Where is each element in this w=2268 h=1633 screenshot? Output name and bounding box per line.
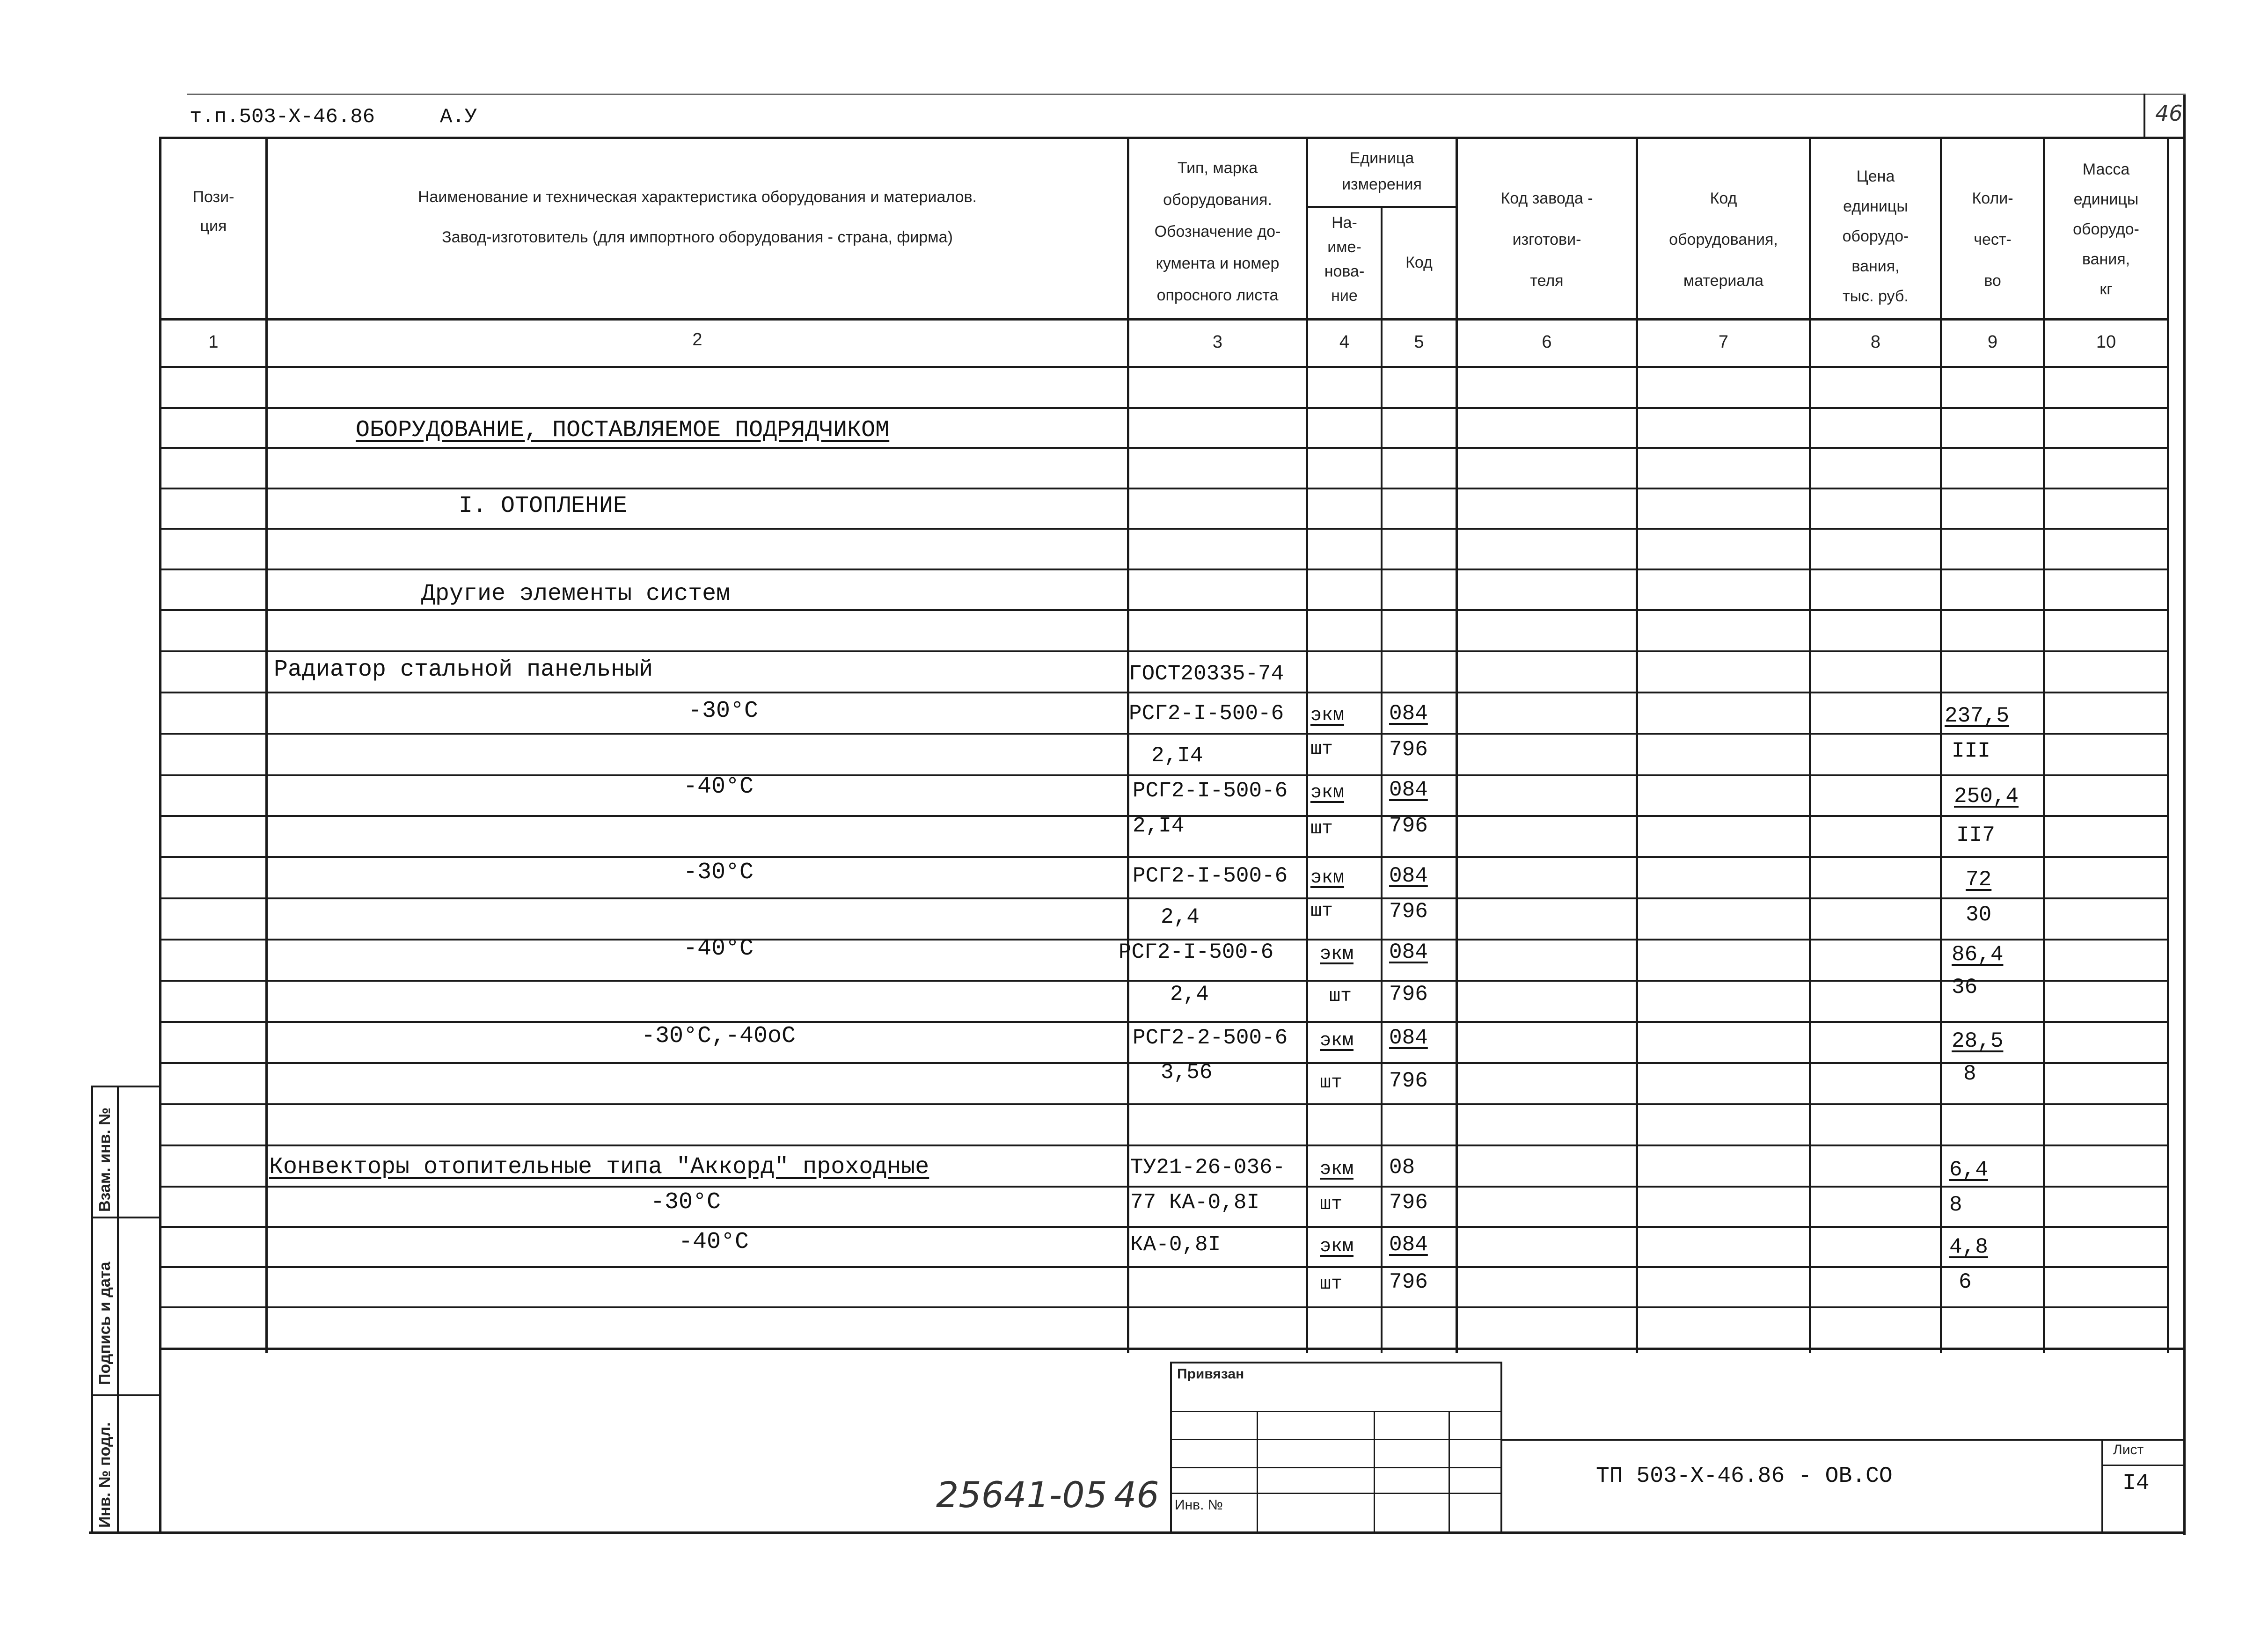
row-type: 3,56 <box>1161 1060 1213 1085</box>
sheet-label: Лист <box>2113 1442 2144 1458</box>
row-code: 084 <box>1389 864 1428 888</box>
row-qty: II7 <box>1956 823 1995 847</box>
section-title-other-elements: Другие элементы систем <box>421 581 731 607</box>
row-unit: экм <box>1310 782 1345 803</box>
row-unit: экм <box>1320 1159 1354 1180</box>
row-code: 796 <box>1389 1069 1428 1093</box>
row-line <box>159 692 2167 693</box>
row-type: РСГ2-I-500-6 <box>1133 864 1288 888</box>
top-thin-line <box>187 94 2186 95</box>
row-name: Конвекторы отопительные типа "Аккорд" проходные <box>269 1154 929 1181</box>
row-unit: экм <box>1310 868 1345 889</box>
row-code: 796 <box>1389 737 1428 762</box>
row-qty: 8 <box>1949 1193 1962 1217</box>
approved-box-left <box>1170 1362 1172 1534</box>
row-qty: 30 <box>1966 903 1992 927</box>
sheet-no-box-left <box>2101 1439 2103 1534</box>
header-price: Цена единицы оборудо- вания, тыс. руб. <box>1842 168 1909 305</box>
row-qty: 72 <box>1966 868 1992 892</box>
approved-col-line <box>1449 1411 1450 1534</box>
row-line <box>159 1226 2167 1228</box>
side-strip-top <box>91 1086 161 1087</box>
colnum-7: 7 <box>1718 332 1729 352</box>
row-line <box>159 609 2167 611</box>
side-label-signature-date: Подпись и дата <box>96 1261 114 1385</box>
row-unit: экм <box>1320 1030 1354 1051</box>
header-mass: Масса единицы оборудо- вания, кг <box>2073 160 2139 298</box>
row-name: -40°С <box>683 935 754 962</box>
frame-bottom-line <box>89 1531 2186 1534</box>
row-code: 796 <box>1389 1270 1428 1294</box>
header-equipment-code: Код оборудования, материала <box>1669 190 1778 290</box>
unit-subheader-line <box>1306 206 1456 208</box>
colnum-bottom-line <box>159 366 2167 368</box>
row-line <box>159 1186 2167 1188</box>
row-line <box>159 528 2167 530</box>
row-code: 796 <box>1389 899 1428 924</box>
row-unit: экм <box>1320 944 1354 965</box>
row-code: 084 <box>1389 778 1428 802</box>
colnum-3: 3 <box>1212 332 1223 352</box>
side-label-original-inventory: Инв. № подл. <box>96 1422 114 1528</box>
row-unit: шт <box>1320 1274 1343 1295</box>
section-title-heating: I. ОТОПЛЕНИЕ <box>459 493 628 519</box>
row-type: КА-0,8I <box>1130 1232 1221 1257</box>
title-block-code: ТП 503-Х-46.86 - ОВ.СО <box>1596 1464 1893 1489</box>
row-line <box>159 1266 2167 1268</box>
row-name: -30°С <box>651 1189 721 1216</box>
col-line-4 <box>1381 206 1383 1353</box>
row-line <box>159 1145 2167 1146</box>
header-position: Пози- ция <box>192 188 234 235</box>
row-code: 084 <box>1389 940 1428 964</box>
row-type: 2,I4 <box>1151 744 1203 768</box>
row-name: -40°С <box>679 1229 749 1255</box>
row-line <box>159 1103 2167 1105</box>
title-block-top <box>1500 1439 2186 1441</box>
row-qty: 28,5 <box>1952 1029 2004 1053</box>
row-line <box>159 733 2167 735</box>
row-unit: шт <box>1320 1072 1343 1094</box>
header-quantity: Коли- чест- во <box>1972 190 2013 290</box>
header-type: Тип, марка оборудования. Обозначение до- кумента и номер опросного листа <box>1154 159 1281 304</box>
row-type: РСГ2-I-500-6 <box>1119 940 1274 964</box>
row-type: 2,4 <box>1170 982 1209 1006</box>
sheet-no-box-mid <box>2101 1465 2186 1466</box>
row-code: 08 <box>1389 1155 1415 1180</box>
row-name: Радиатор стальной панельный <box>274 656 653 683</box>
inventory-number-label: Инв. № <box>1175 1497 1223 1513</box>
colnum-5: 5 <box>1414 332 1424 352</box>
header-unit-code: Код <box>1405 254 1433 271</box>
row-unit: экм <box>1310 705 1345 726</box>
row-name: -30°С <box>683 859 754 886</box>
header-name-line2: Завод-изготовитель (для импортного оборудования - страна, фирма) <box>442 228 953 246</box>
approved-box-top <box>1170 1362 1502 1363</box>
approved-row-line <box>1170 1439 1502 1440</box>
row-line <box>159 856 2167 858</box>
corner-number: 46 <box>2155 101 2183 126</box>
row-qty: 6 <box>1959 1270 1972 1294</box>
row-unit: шт <box>1310 901 1333 922</box>
row-qty: 6,4 <box>1949 1158 1988 1182</box>
header-name-line1: Наименование и техническая характеристика оборудования и материалов. <box>417 188 977 206</box>
side-strip-sep2 <box>91 1394 161 1396</box>
table-bottom-line <box>159 1348 2186 1350</box>
row-line <box>159 774 2167 776</box>
row-line <box>159 447 2167 449</box>
row-type: РСГ2-2-500-6 <box>1133 1026 1288 1050</box>
row-qty: 36 <box>1952 975 1978 999</box>
header-unit-name: На- име- нова- ние <box>1324 214 1365 305</box>
colnum-8: 8 <box>1870 332 1881 352</box>
row-type: ТУ21-26-036- <box>1130 1155 1286 1180</box>
frame-top-line <box>159 137 2186 139</box>
corner-box-left <box>2144 94 2145 138</box>
frame-right-line <box>2183 94 2186 1535</box>
row-type: 2,4 <box>1161 905 1200 929</box>
handwritten-stamp-page: 46 <box>1114 1474 1159 1516</box>
row-line <box>159 1306 2167 1308</box>
row-code: 084 <box>1389 1026 1428 1050</box>
header-bottom-line <box>159 318 2167 321</box>
side-strip-sep1 <box>91 1217 161 1218</box>
col-line-10 <box>2167 137 2169 1353</box>
colnum-10: 10 <box>2096 332 2116 352</box>
colnum-4: 4 <box>1339 332 1350 352</box>
side-strip-divider <box>117 1086 119 1534</box>
row-code: 796 <box>1389 982 1428 1006</box>
row-type: РСГ2-I-500-6 <box>1129 701 1284 726</box>
side-label-replacement-inventory: Взам. инв. № <box>96 1107 114 1212</box>
row-line <box>159 407 2167 409</box>
row-line <box>159 897 2167 899</box>
approved-col-line <box>1374 1411 1375 1534</box>
row-code: 796 <box>1389 814 1428 838</box>
row-line <box>159 650 2167 652</box>
row-qty: 4,8 <box>1949 1235 1988 1259</box>
row-line <box>159 488 2167 489</box>
row-unit: шт <box>1310 818 1333 839</box>
row-unit: экм <box>1320 1236 1354 1257</box>
top-code-suffix: А.У <box>440 105 477 129</box>
row-code: 796 <box>1389 1190 1428 1215</box>
row-line <box>159 1021 2167 1023</box>
section-title-contractor-equipment: ОБОРУДОВАНИЕ, ПОСТАВЛЯЕМОЕ ПОДРЯДЧИКОМ <box>356 417 890 444</box>
row-code: 084 <box>1389 1232 1428 1257</box>
row-qty: 86,4 <box>1952 942 2004 967</box>
colnum-6: 6 <box>1542 332 1552 352</box>
row-type: РСГ2-I-500-6 <box>1133 779 1288 803</box>
row-type: ГОСТ20335-74 <box>1129 662 1284 686</box>
header-unit: Единица измерения <box>1342 149 1422 193</box>
approved-row-line <box>1170 1411 1502 1412</box>
approved-box-right <box>1500 1362 1502 1534</box>
row-name: -30°С <box>688 698 759 724</box>
row-type: 77 КА-0,8I <box>1130 1190 1260 1215</box>
row-code: 084 <box>1389 701 1428 726</box>
handwritten-stamp-number: 25641-05 <box>936 1474 1107 1516</box>
row-name: -30°С,-40оС <box>641 1023 796 1050</box>
row-qty: 8 <box>1963 1062 1976 1086</box>
row-line <box>159 980 2167 982</box>
approved-label: Привязан <box>1177 1366 1244 1382</box>
sheet-number: I4 <box>2122 1471 2150 1496</box>
row-unit: шт <box>1310 739 1333 760</box>
row-unit: шт <box>1320 1194 1343 1215</box>
approved-col-line <box>1257 1411 1258 1534</box>
side-strip-left <box>91 1086 93 1534</box>
row-type: 2,I4 <box>1133 814 1185 838</box>
row-qty: III <box>1952 739 1990 763</box>
row-qty: 237,5 <box>1945 704 2010 728</box>
approved-row-line <box>1170 1467 1502 1468</box>
row-line <box>159 569 2167 570</box>
colnum-9: 9 <box>1987 332 1998 352</box>
approved-row-line <box>1170 1493 1502 1494</box>
header-factory-code: Код завода - изготови- теля <box>1500 190 1593 290</box>
row-unit: шт <box>1329 986 1352 1007</box>
row-qty: 250,4 <box>1954 784 2019 809</box>
top-code: т.п.503-Х-46.86 <box>190 105 375 129</box>
colnum-1: 1 <box>208 332 219 352</box>
colnum-2: 2 <box>692 330 702 350</box>
row-name: -40°С <box>683 773 754 800</box>
